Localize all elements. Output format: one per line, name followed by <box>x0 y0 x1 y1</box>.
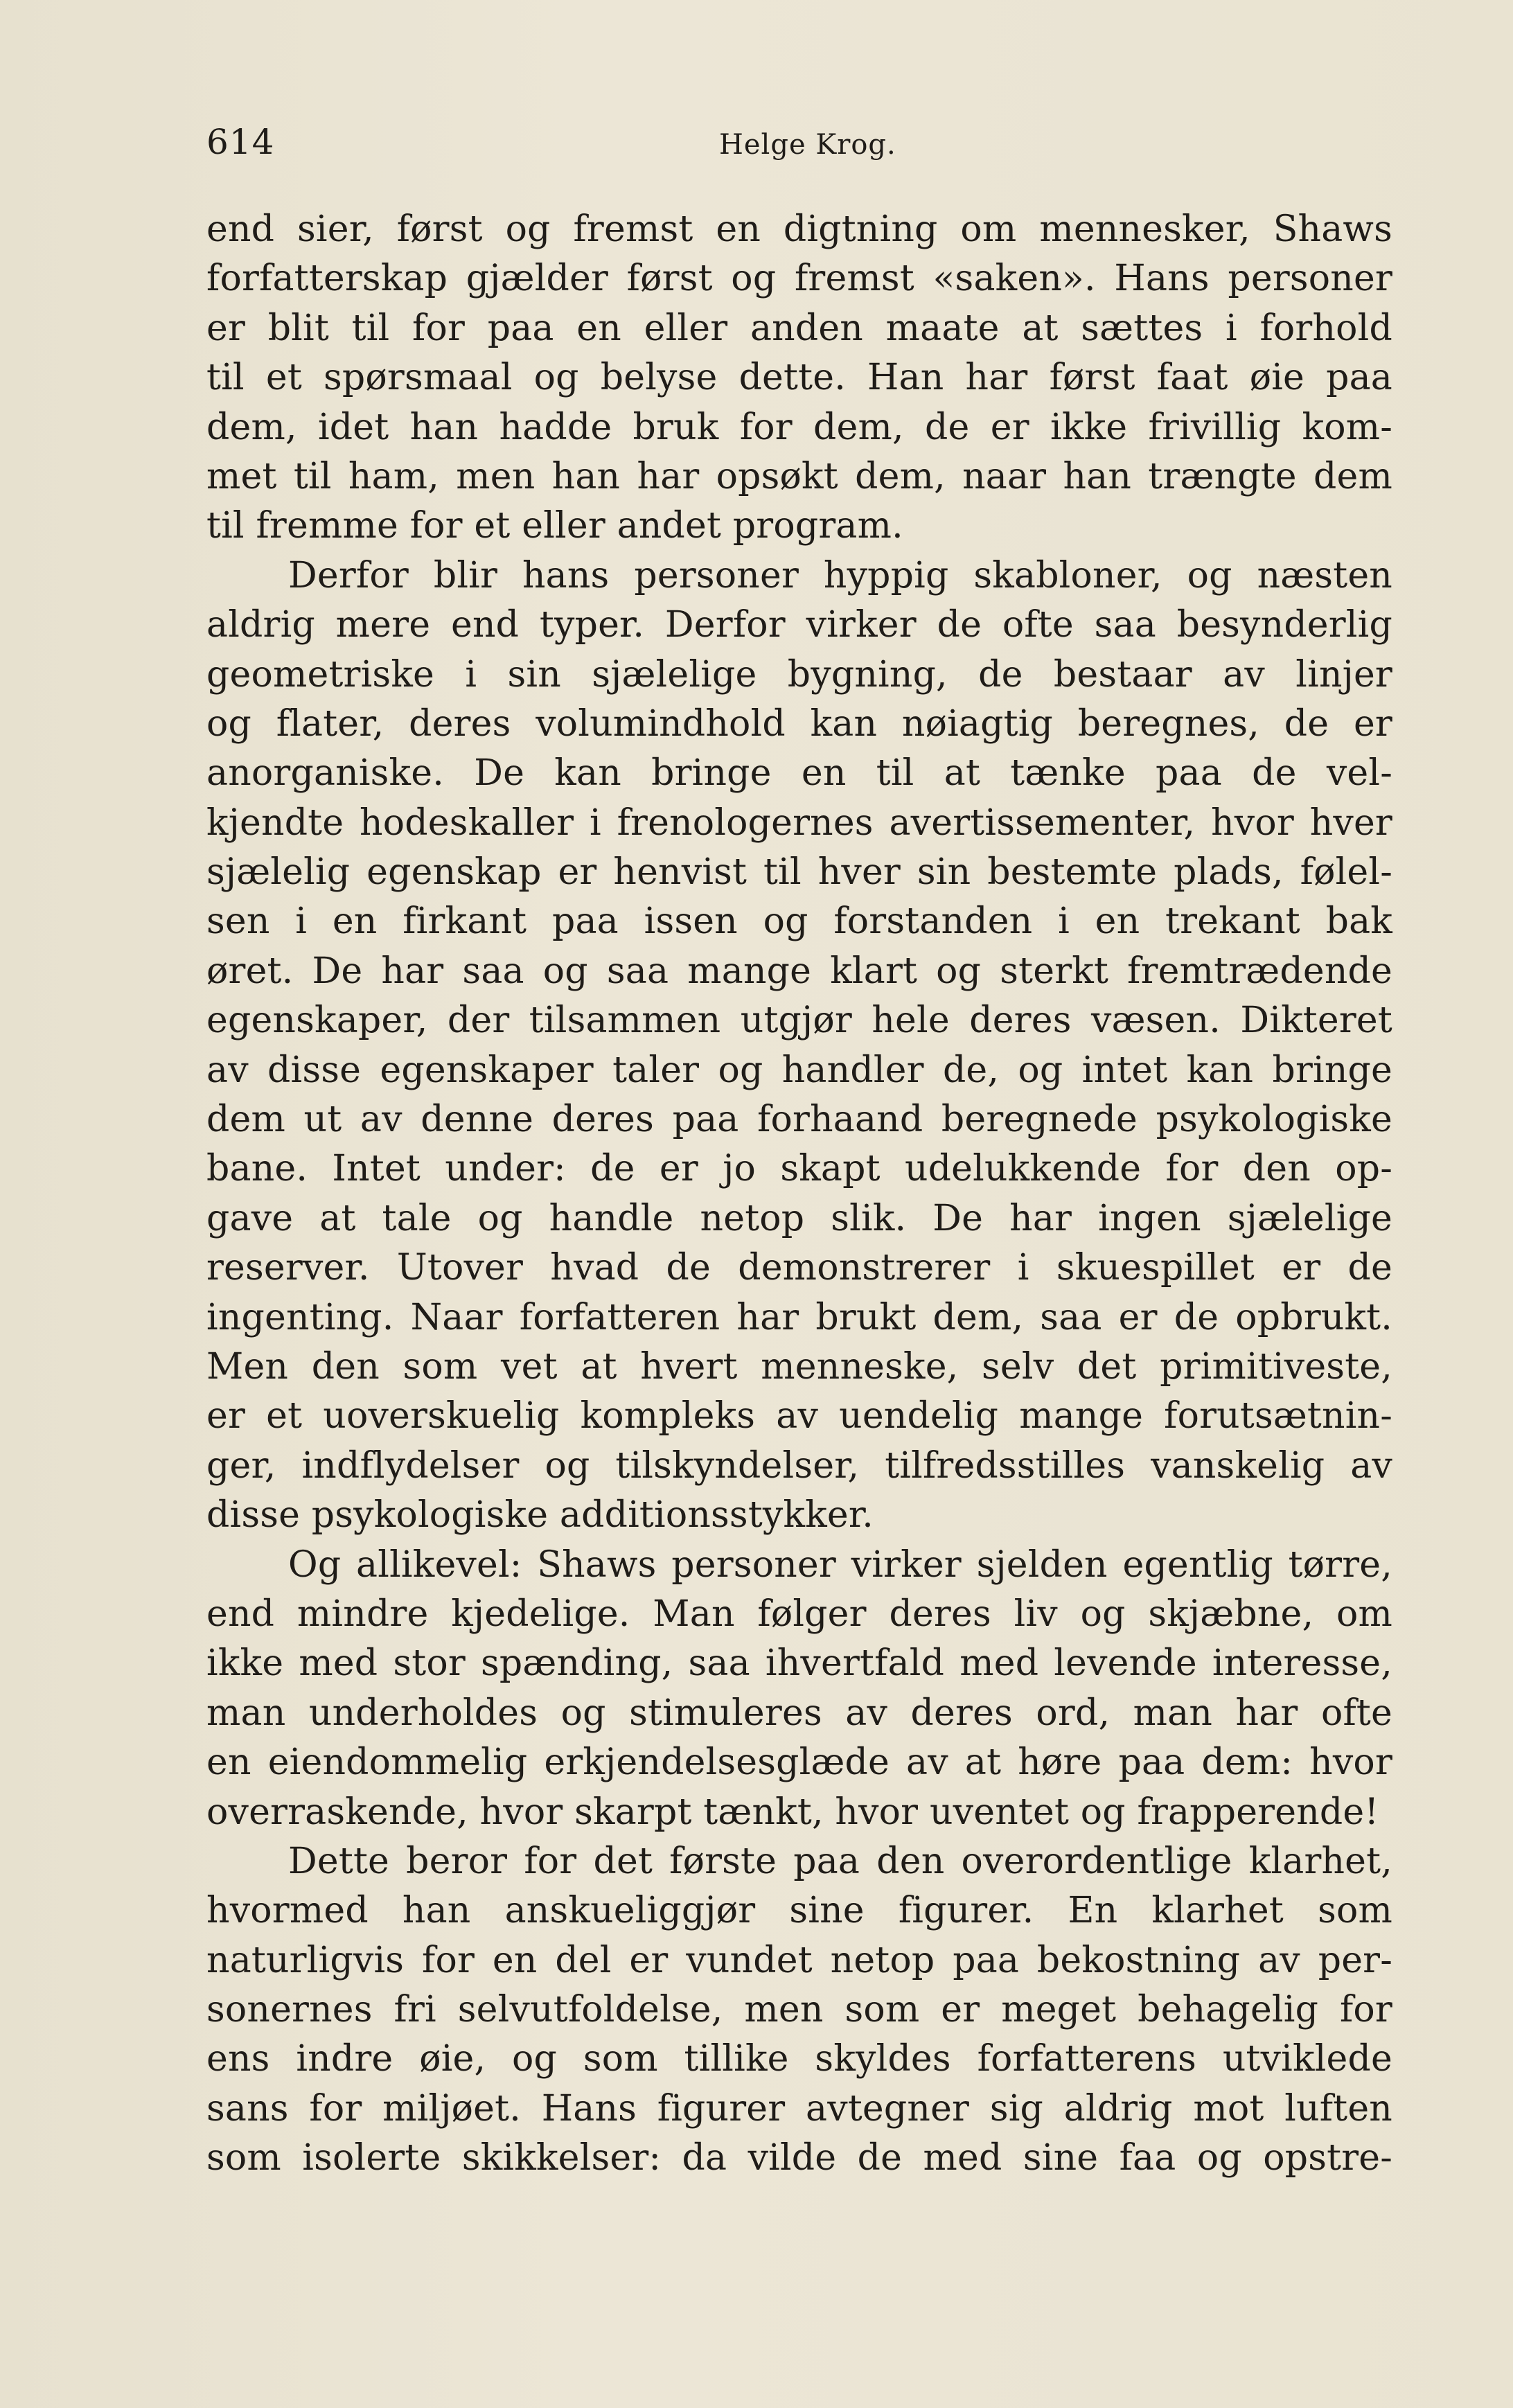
text-line: aldrig mere end typer. Derfor virker de ofte saa besynderlig <box>206 604 1392 646</box>
text-line: og flater, deres volumindhold kan nøiagtig beregnes, de er <box>206 702 1392 745</box>
text-line: hvormed han anskueliggjør sine figurer. En klarhet som <box>206 1890 1392 1932</box>
text-line: bane. Intet under: de er jo skapt udelukkende for den op- <box>206 1148 1392 1190</box>
paragraph <box>206 1837 1392 2184</box>
text-line: er et uoverskuelig kompleks av uendelig mange forutsætnin- <box>206 1395 1392 1437</box>
text-line: gave at tale og handle netop slik. De har ingen sjælelige <box>206 1197 1392 1239</box>
text-line: forfatterskap gjælder først og fremst «saken». Hans personer <box>206 258 1392 300</box>
text-line: ger, indflydelser og tilskyndelser, tilfredsstilles vanskelig av <box>206 1444 1392 1487</box>
text-line: Men den som vet at hvert menneske, selv det primitiveste, <box>206 1345 1392 1388</box>
text-line: dem, idet han hadde bruk for dem, de er ikke frivillig kom- <box>206 406 1392 448</box>
page-header <box>206 122 1392 170</box>
text-line: anorganiske. De kan bringe en til at tænke paa de vel- <box>206 752 1392 795</box>
text-line: en eiendommelig erkjendelsesglæde av at høre paa dem: hvor <box>206 1742 1392 1784</box>
text-line: er blit til for paa en eller anden maate at sættes i forhold <box>206 307 1392 349</box>
text-line: sans for miljøet. Hans figurer avtegner sig aldrig mot luften <box>206 2087 1392 2130</box>
text-line: end sier, først og fremst en digtning om mennesker, Shaws <box>206 209 1392 250</box>
text-line: end mindre kjedelige. Man følger deres liv og skjæbne, om <box>206 1593 1392 1635</box>
text-line: naturligvis for en del er vundet netop paa bekostning av per- <box>206 1939 1392 1981</box>
text-line: til et spørsmaal og belyse dette. Han har først faat øie paa <box>206 357 1392 399</box>
text-line: overraskende, hvor skarpt tænkt, hvor uventet og frapperende! <box>206 1791 1379 1833</box>
paragraph <box>206 1541 1392 1837</box>
text-line: som isolerte skikkelser: da vilde de med sine faa og opstre- <box>206 2137 1392 2179</box>
text-line: sjælelig egenskap er henvist til hver sin bestemte plads, følel- <box>206 851 1392 894</box>
text-line: Dette beror for det første paa den overordentlige klarhet, <box>288 1840 1392 1882</box>
page-number: 614 <box>206 122 275 162</box>
text-line: Derfor blir hans personer hyppig skabloner, og næsten <box>288 554 1392 596</box>
text-line: av disse egenskaper taler og handler de, og intet kan bringe <box>206 1049 1392 1091</box>
text-line: Og allikevel: Shaws personer virker sjelden egentlig tørre, <box>288 1543 1392 1586</box>
paragraph <box>206 205 1392 551</box>
running-head: Helge Krog. <box>719 129 896 161</box>
text-line: man underholdes og stimuleres av deres ord, man har ofte <box>206 1692 1392 1734</box>
text-line: egenskaper, der tilsammen utgjør hele deres væsen. Dikteret <box>206 1000 1392 1042</box>
text-line: ens indre øie, og som tillike skyldes forfatterens utviklede <box>206 2038 1392 2080</box>
text-line: sonernes fri selvutfoldelse, men som er meget behagelig for <box>206 1989 1392 2031</box>
text-line: dem ut av denne deres paa forhaand beregnede psykologiske <box>206 1099 1392 1141</box>
text-line: til fremme for et eller andet program. <box>206 505 903 547</box>
text-line: ikke med stor spænding, saa ihvertfald med levende interesse, <box>206 1643 1392 1685</box>
text-line: øret. De har saa og saa mange klart og sterkt fremtrædende <box>206 950 1392 992</box>
text-line: kjendte hodeskaller i frenologernes avertissementer, hvor hver <box>206 802 1392 844</box>
paragraph <box>206 551 1392 1541</box>
body-text <box>206 205 1392 2184</box>
text-line: disse psykologiske additionsstykker. <box>206 1494 874 1537</box>
text-line: ingenting. Naar forfatteren har brukt dem, saa er de opbrukt. <box>206 1296 1392 1338</box>
text-line: reserver. Utover hvad de demonstrerer i skuespillet er de <box>206 1247 1392 1289</box>
text-line: met til ham, men han har opsøkt dem, naar han trængte dem <box>206 455 1392 497</box>
text-line: sen i en firkant paa issen og forstanden i en trekant bak <box>206 901 1392 943</box>
text-line: geometriske i sin sjælelige bygning, de bestaar av linjer <box>206 653 1392 696</box>
